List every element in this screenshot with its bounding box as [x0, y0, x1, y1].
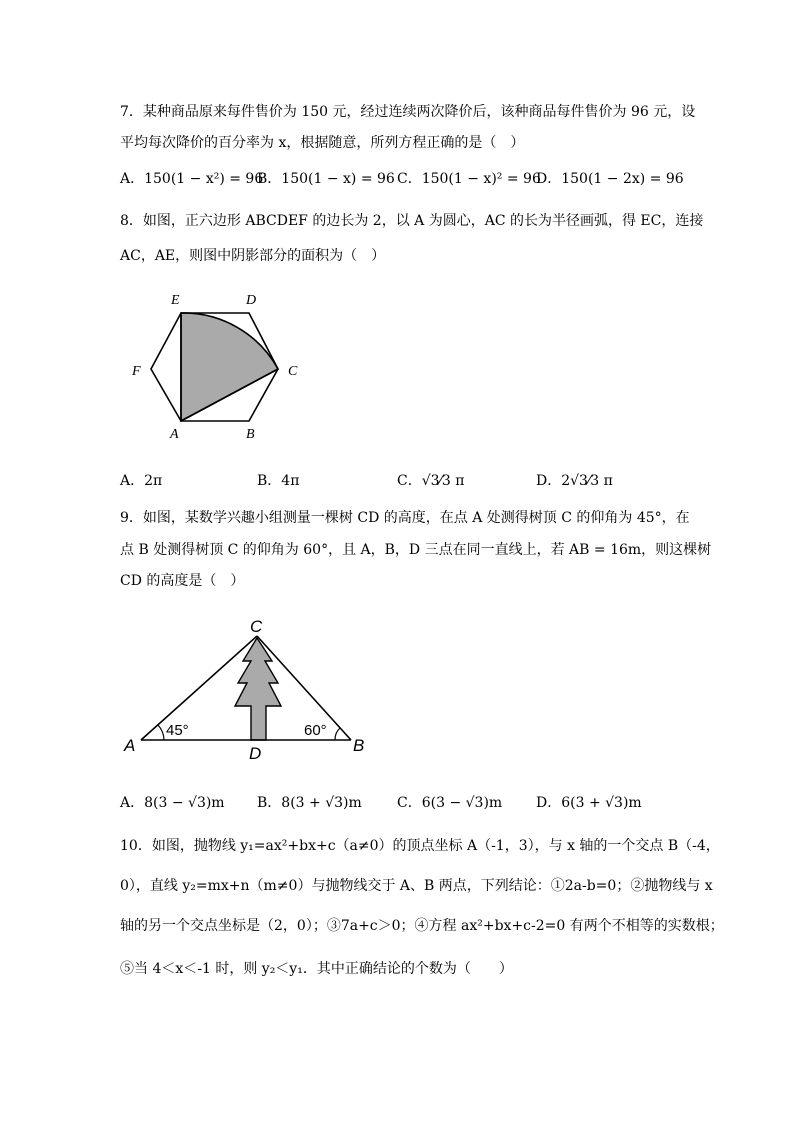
- q8-option-c: C．√3⁄3 π: [397, 473, 465, 489]
- q7-option-b: B．150(1 − x) = 96: [257, 171, 395, 187]
- label-f: F: [132, 364, 141, 379]
- q8-line1: 8．如图，正六边形 ABCDEF 的边长为 2，以 A 为圆心，AC 的长为半径画弧，得 EC，连接: [120, 213, 704, 229]
- label-d: D: [249, 744, 262, 763]
- tree-shape: [235, 638, 281, 740]
- label-c: C: [288, 364, 298, 379]
- angle-arc-b: [335, 728, 340, 740]
- angle-arc-a: [158, 725, 164, 740]
- q7-option-d: D．150(1 − 2x) = 96: [536, 171, 684, 187]
- q9-line1: 9．如图，某数学兴趣小组测量一棵树 CD 的高度，在点 A 处测得树顶 C 的仰角为 45°，在: [120, 510, 690, 526]
- q8-option-b: B．4π: [257, 473, 300, 489]
- label-angle-45: 45°: [166, 722, 189, 739]
- q9-option-d: D．6(3 + √3)m: [536, 795, 642, 811]
- q10-line3: 轴的另一个交点坐标是（2，0）；③7a+c＞0；④方程 ax²+bx+c-2=0 有两个不相等的实数根；: [120, 918, 724, 934]
- label-a: A: [170, 427, 179, 442]
- label-angle-60: 60°: [304, 722, 327, 739]
- label-b: B: [246, 427, 255, 442]
- label-b: B: [353, 736, 365, 755]
- q10-line4: ⑤当 4＜x＜-1 时，则 y₂＜y₁．其中正确结论的个数为（ ）: [120, 961, 513, 977]
- q7-option-a: A．150(1 − x²) = 96: [120, 171, 264, 187]
- label-d: D: [246, 293, 257, 308]
- q10-line2: 0），直线 y₂=mx+n（m≠0）与抛物线交于 A、B 两点，下列结论：①2a-b=0；②抛物线与 x: [120, 878, 713, 894]
- segment-ac: [141, 636, 257, 740]
- q8-option-a: A．2π: [120, 473, 163, 489]
- q9-line2: 点 B 处测得树顶 C 的仰角为 60°，且 A，B，D 三点在同一直线上，若 AB = 16m，则这棵树: [120, 542, 712, 558]
- q9-line3: CD 的高度是（ ）: [120, 573, 245, 589]
- q8-option-d: D．2√3⁄3 π: [536, 473, 613, 489]
- q9-option-c: C．6(3 − √3)m: [397, 795, 503, 811]
- q8-line2: AC，AE，则图中阴影部分的面积为（ ）: [120, 248, 386, 264]
- label-c: C: [250, 617, 263, 636]
- label-e: E: [171, 293, 180, 308]
- q10-line1: 10．如图，抛物线 y₁=ax²+bx+c（a≠0）的顶点坐标 A（-1，3），与 x 轴的一个交点 B（-4，: [120, 838, 720, 854]
- q7-option-c: C．150(1 − x)² = 96: [397, 171, 541, 187]
- q9-option-a: A．8(3 − √3)m: [120, 795, 225, 811]
- q9-option-b: B．8(3 + √3)m: [257, 795, 362, 811]
- label-a: A: [124, 736, 136, 755]
- q7-line2: 平均每次降价的百分率为 x，根据随意，所列方程正确的是（ ）: [120, 135, 525, 151]
- q7-line1: 7．某种商品原来每件售价为 150 元，经过连续两次降价后，该种商品每件售价为 96 元，设: [120, 104, 696, 120]
